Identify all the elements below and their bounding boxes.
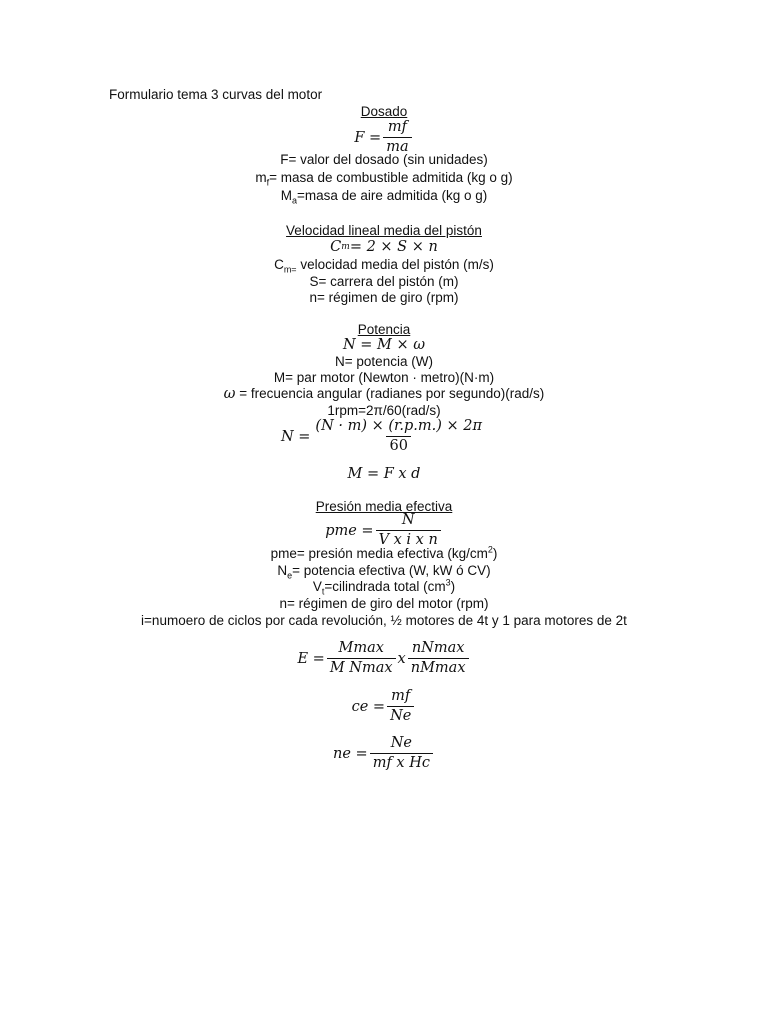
- pme-desc-i: i=numoero de ciclos por cada revolución, ½ motores de 4t y 1 para motores de 2t: [141, 613, 627, 628]
- elasticidad-frac2-numerator: nNmax: [411, 640, 465, 656]
- consumo-equation: [0, 688, 768, 725]
- omega-symbol: ω: [223, 386, 236, 402]
- velocidad-heading: Velocidad lineal media del pistón: [286, 223, 482, 238]
- pme-fraction: [376, 512, 441, 549]
- pme-desc-vt: [0, 578, 768, 595]
- potencia-desc-n: N= potencia (W): [335, 354, 433, 369]
- elasticidad-equation: [0, 640, 768, 677]
- consumo-fraction: [387, 688, 414, 725]
- velocidad-desc-s: S= carrera del pistón (m): [309, 274, 459, 289]
- potencia-equation-2: [0, 418, 768, 455]
- desc-ne-symbol: N: [277, 563, 288, 578]
- pme-equation: [0, 512, 768, 549]
- rendimiento-eq-lhs: ne =: [333, 745, 368, 762]
- potencia-equation-3: M = F x d: [347, 466, 421, 482]
- elasticidad-eq-lhs: E =: [297, 650, 325, 667]
- velocidad-desc-n: n= régimen de giro (rpm): [309, 290, 459, 305]
- dosado-desc-mf: [0, 169, 768, 186]
- velocidad-desc-cm: [0, 256, 768, 273]
- pme-eq-lhs: pme =: [325, 522, 374, 539]
- document-title: Formulario tema 3 curvas del motor: [109, 87, 323, 102]
- desc-cm-text: velocidad media del pistón (m/s): [296, 257, 494, 272]
- potencia-desc-m: M= par motor (Newton · metro)(N·m): [273, 370, 495, 385]
- pme-desc-n: n= régimen de giro del motor (rpm): [279, 596, 489, 611]
- desc-ma-subscript: a: [292, 195, 298, 206]
- potencia-eq2-numerator: (N · m) × (r.p.m.) × 2π: [315, 418, 483, 434]
- desc-pme-text: pme= presión media efectiva (kg/cm: [270, 546, 488, 561]
- omega-text: = frecuencia angular (radianes por segundo)(rad/s): [235, 386, 545, 401]
- dosado-desc-ma: [0, 187, 768, 204]
- rendimiento-numerator: Ne: [390, 735, 412, 751]
- rendimiento-fraction: [370, 735, 433, 772]
- desc-ne-text: = potencia efectiva (W, kW ó CV): [292, 563, 491, 578]
- potencia-rpm-line: 1rpm=2π/60(rad/s): [327, 403, 441, 418]
- potencia-eq2-lhs: N =: [280, 428, 311, 445]
- desc-vt-subscript: t: [321, 586, 325, 597]
- elasticidad-mult: x: [397, 650, 406, 667]
- potencia-heading: Potencia: [357, 322, 411, 337]
- potencia-equation-1: N = M × ω: [342, 337, 426, 353]
- consumo-denominator: Ne: [387, 706, 414, 725]
- elasticidad-fraction-2: [408, 640, 469, 677]
- desc-cm-symbol: C: [274, 257, 284, 272]
- desc-vt-close: ): [450, 579, 456, 594]
- dosado-denominator: ma: [383, 137, 411, 156]
- velocidad-eq-rhs: = 2 × S × n: [349, 239, 438, 255]
- desc-pme-close: ): [492, 546, 498, 561]
- desc-ne-subscript: e: [287, 570, 293, 581]
- pme-desc-ne: [0, 562, 768, 579]
- pme-desc-pme: [0, 545, 768, 562]
- consumo-numerator: mf: [391, 688, 411, 704]
- potencia-desc-omega: [0, 385, 768, 403]
- dosado-eq-lhs: F =: [354, 129, 382, 146]
- elasticidad-frac2-denominator: nMmax: [408, 658, 469, 677]
- dosado-desc-f: F= valor del dosado (sin unidades): [280, 152, 488, 167]
- desc-ma-symbol: M: [280, 188, 292, 203]
- rendimiento-denominator: mf x Hc: [370, 753, 433, 772]
- pme-denominator: V x i x n: [376, 530, 441, 549]
- desc-vt-sup: 3: [445, 577, 451, 588]
- pme-heading: Presión media efectiva: [315, 499, 453, 514]
- consumo-eq-lhs: ce =: [351, 698, 386, 715]
- pme-numerator: N: [401, 512, 415, 528]
- velocidad-equation: C m = 2 × S × n: [330, 239, 438, 255]
- desc-cm-subscript: m=: [283, 264, 297, 275]
- potencia-eq2-denominator: 60: [386, 436, 410, 455]
- desc-mf-subscript: f: [266, 177, 270, 188]
- velocidad-eq-c: C: [330, 239, 342, 255]
- elasticidad-fraction-1: [327, 640, 396, 677]
- rendimiento-equation: [0, 735, 768, 772]
- elasticidad-frac1-numerator: Mmax: [338, 640, 384, 656]
- desc-mf-text: = masa de combustible admitida (kg o g): [269, 170, 513, 185]
- dosado-numerator: mf: [387, 119, 407, 135]
- desc-vt-text: =cilindrada total (cm: [324, 579, 446, 594]
- desc-ma-text: =masa de aire admitida (kg o g): [297, 188, 488, 203]
- desc-mf-symbol: m: [255, 170, 267, 185]
- potencia-eq2-fraction: [312, 418, 485, 455]
- desc-vt-symbol: V: [312, 579, 322, 594]
- elasticidad-frac1-denominator: M Nmax: [327, 658, 396, 677]
- dosado-heading: Dosado: [360, 104, 408, 119]
- desc-pme-sup: 2: [487, 544, 493, 555]
